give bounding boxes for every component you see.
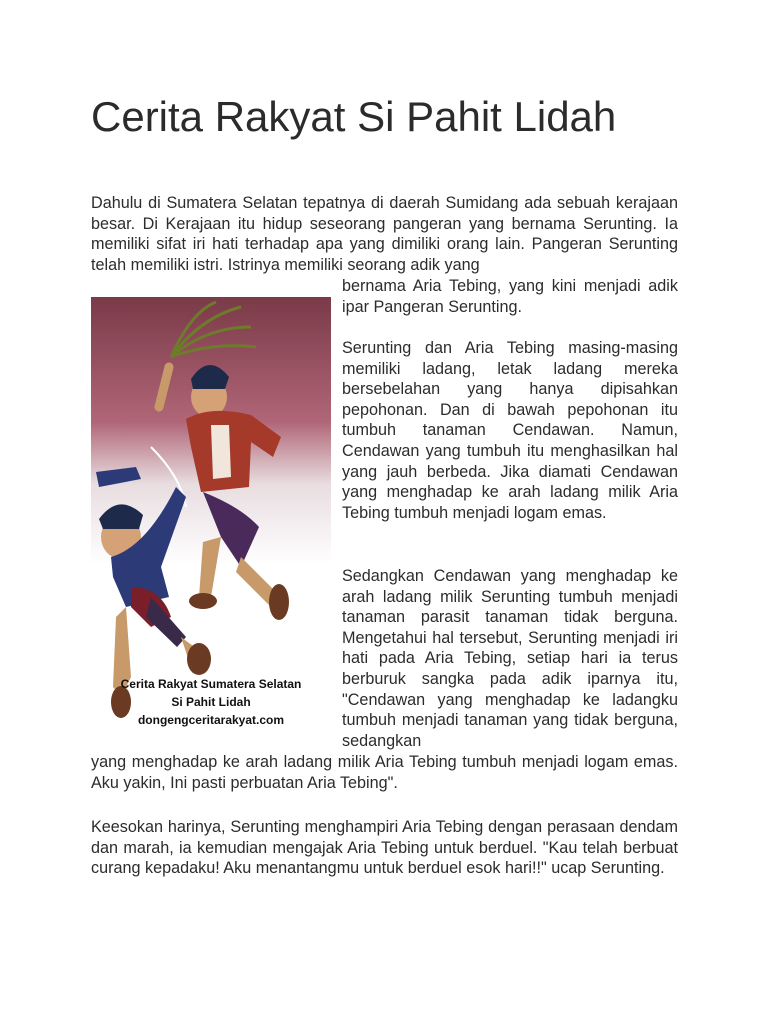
paragraph-cendawan-continued: yang menghadap ke arah ladang milik Aria Tebing tumbuh menjadi logam emas. Aku yakin, Ini pasti perbuatan Aria Tebing". bbox=[91, 753, 678, 792]
paragraph-keesokan: Keesokan harinya, Serunting menghampiri Aria Tebing dengan perasaan dendam dan marah, ia kemudian mengajak Aria Tebing untuk berduel. "Kau telah berbuat curang kepadaku! Aku menantangmu untuk berduel esok hari!!" ucap Serunting. bbox=[91, 818, 678, 878]
caption-line-1: Cerita Rakyat Sumatera Selatan bbox=[120, 677, 302, 691]
illustration bbox=[91, 297, 331, 743]
caption-line-3: dongengceritarakyat.com bbox=[137, 713, 285, 727]
paragraph-ladang: Serunting dan Aria Tebing masing-masing memiliki ladang, letak ladang mereka bersebelahan yang hanya dipisahkan pepohonan. Dan di bawah pepohonan itu tumbuh tanaman Cendawan. Namun, Cendawan yang tumbuh itu menghasilkan hal yang jauh berbeda. Jika diamati Cendawan yang menghadap ke arah ladang milik Aria Tebing tumbuh menjadi logam emas. bbox=[342, 339, 678, 522]
caption-line-2: Si Pahit Lidah bbox=[171, 695, 251, 709]
paragraph-intro-continued: bernama Aria Tebing, yang kini menjadi adik ipar Pangeran Serunting. bbox=[342, 277, 678, 316]
page-title: Cerita Rakyat Si Pahit Lidah bbox=[91, 93, 617, 140]
paragraph-cendawan: Sedangkan Cendawan yang menghadap ke arah ladang milik Serunting tumbuh menjadi tanaman parasit tanaman tidak berguna. Mengetahui hal tersebut, Serunting menjadi iri hati pada Aria Tebing, setiap hari ia terus berburuk sangka pada adik iparnya itu, "Cendawan yang menghadap ke ladangku tumbuh menjadi tanaman yang tidak berguna, sedangkan bbox=[342, 567, 678, 750]
paragraph-intro: Dahulu di Sumatera Selatan tepatnya di daerah Sumidang ada sebuah kerajaan besar. Di Kerajaan itu hidup seseorang pangeran yang bernama Serunting. Ia memiliki sifat iri hati terhadap apa yang dimiliki orang lain. Pangeran Serunting telah memiliki istri. Istrinya memiliki seorang adik yang bbox=[91, 194, 678, 274]
